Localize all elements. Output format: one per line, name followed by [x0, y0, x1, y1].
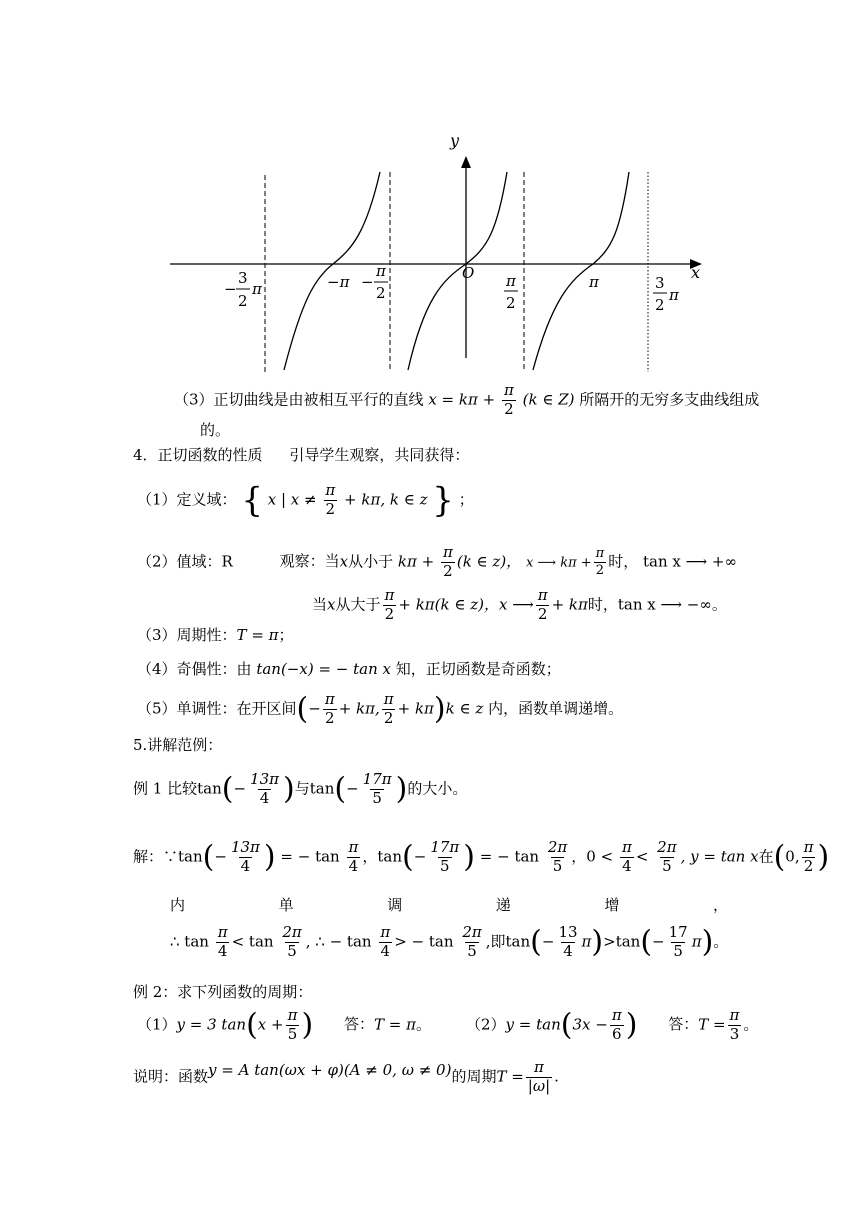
tick-three-half-pi-num: 3	[655, 274, 665, 292]
item3-formula-b: (k ∈ Z)	[522, 390, 575, 409]
tick-neg-three-half-pi-sign: −	[224, 280, 237, 298]
tick-neg-half-pi-den: 2	[376, 284, 386, 302]
example2-heading: 例 2：求下列函数的周期：	[133, 983, 313, 1001]
solution-line3: ∴ tan $\frac{\pi}{4}$ < tan $\frac{2\pi}{5}$ , ∴ − tan $\frac{\pi}{4}$ > − tan $\frac{2\pi}{5}$ ,即tan(− $\frac{13}{4}$ π)>tan(− $\frac{17}{5}$ π)。	[170, 923, 729, 960]
tick-neg-three-half-pi-num: 3	[238, 269, 248, 287]
solution-line2: 内 单 调 递 增 ，	[170, 896, 728, 914]
solution-line1: 解：∵tan(− $\frac{13\pi}{4}$ ) = − tan $\frac{\pi}{4}$ ，tan(− $\frac{17\pi}{5}$ ) = − tan $\frac{2\pi}{5}$ ，0 < $\frac{\pi}{4}$ < $\frac{2\pi}{5}$ , y = tan x在(0, $\frac{\pi}{2}$ )	[133, 838, 830, 875]
tick-three-half-pi-den: 2	[655, 296, 665, 314]
example2-q1: （1）y = 3 tan(x + $\frac{\pi}{5}$ ) 答：T = π。	[137, 1006, 431, 1043]
prop1-domain: （1）定义域： { x | x ≠ $\frac{\pi}{2}$ + kπ, k ∈ z } ；	[137, 480, 474, 521]
x-axis-label: x	[691, 263, 701, 282]
tick-neg-half-pi-num: π	[376, 262, 386, 280]
tick-pi: π	[589, 273, 599, 291]
y-axis-arrow	[461, 156, 471, 168]
tick-neg-three-half-pi-den: 2	[238, 292, 248, 310]
tan-branch-left	[284, 172, 380, 370]
prop2-line2: 当x从大于 $\frac{\pi}{2}$ + kπ(k ∈ z)，x ⟶ $\frac{\pi}{2}$ + kπ时，tan x ⟶ −∞。	[312, 586, 727, 623]
tan-branch-right	[533, 172, 629, 370]
tick-neg-half-pi-sign: −	[361, 273, 374, 291]
note-line: 说明：函数y = A tan(ωx + φ)(A ≠ 0, ω ≠ 0)的周期T = $\frac{\pi}{|\omega|}$ .	[133, 1058, 559, 1095]
tan-branch-center	[408, 172, 507, 370]
tick-three-half-pi-suffix: π	[669, 286, 679, 304]
prop3-period: （3）周期性：T = π；	[137, 626, 294, 644]
example2-q2: （2）y = tan(3x − $\frac{\pi}{6}$ ) 答：T = $\frac{\pi}{3}$ 。	[466, 1006, 759, 1043]
y-axis-label: y	[450, 131, 460, 150]
section5-heading: 5.讲解范例：	[133, 736, 223, 754]
prop5-monotonicity: （5）单调性：在开区间(− $\frac{\pi}{2}$ + kπ, $\frac{\pi}{2}$ + kπ)k ∈ z 内，函数单调递增。	[137, 690, 624, 727]
item3-line	[174, 383, 759, 418]
item3-text-b: 所隔开的无穷多支曲线组成	[579, 390, 760, 409]
tangent-graph	[0, 0, 860, 380]
prop4-parity: （4）奇偶性：由 tan(−x) = − tan x 知，正切函数是奇函数；	[137, 660, 561, 678]
example1: 例 1 比较tan(− $\frac{13\pi}{4}$ )与tan(− $\frac{17\pi}{5}$ )的大小。	[133, 770, 468, 807]
tick-half-pi-num: π	[506, 272, 516, 290]
prop2-range: （2）值域：R 观察：当x从小于 kπ + $\frac{\pi}{2}$ (k ∈ z)， x ⟶ kπ + $\frac{\pi}{2}$ 时， tan x ⟶ +∞	[137, 543, 737, 580]
item3-text-c: 的。	[200, 421, 231, 439]
item3-frac: $\frac{\pi}{2}$	[503, 381, 514, 418]
origin-label: O	[462, 264, 475, 282]
item3-text-a: （3）正切曲线是由被相互平行的直线	[174, 390, 424, 409]
tick-neg-pi: −π	[327, 273, 350, 291]
section4-heading: 4．正切函数的性质 引导学生观察，共同获得：	[133, 446, 470, 464]
item3-formula-a: x = kπ +	[428, 390, 496, 409]
tick-neg-three-half-pi-suffix: π	[252, 280, 262, 298]
tick-half-pi-den: 2	[506, 294, 516, 312]
